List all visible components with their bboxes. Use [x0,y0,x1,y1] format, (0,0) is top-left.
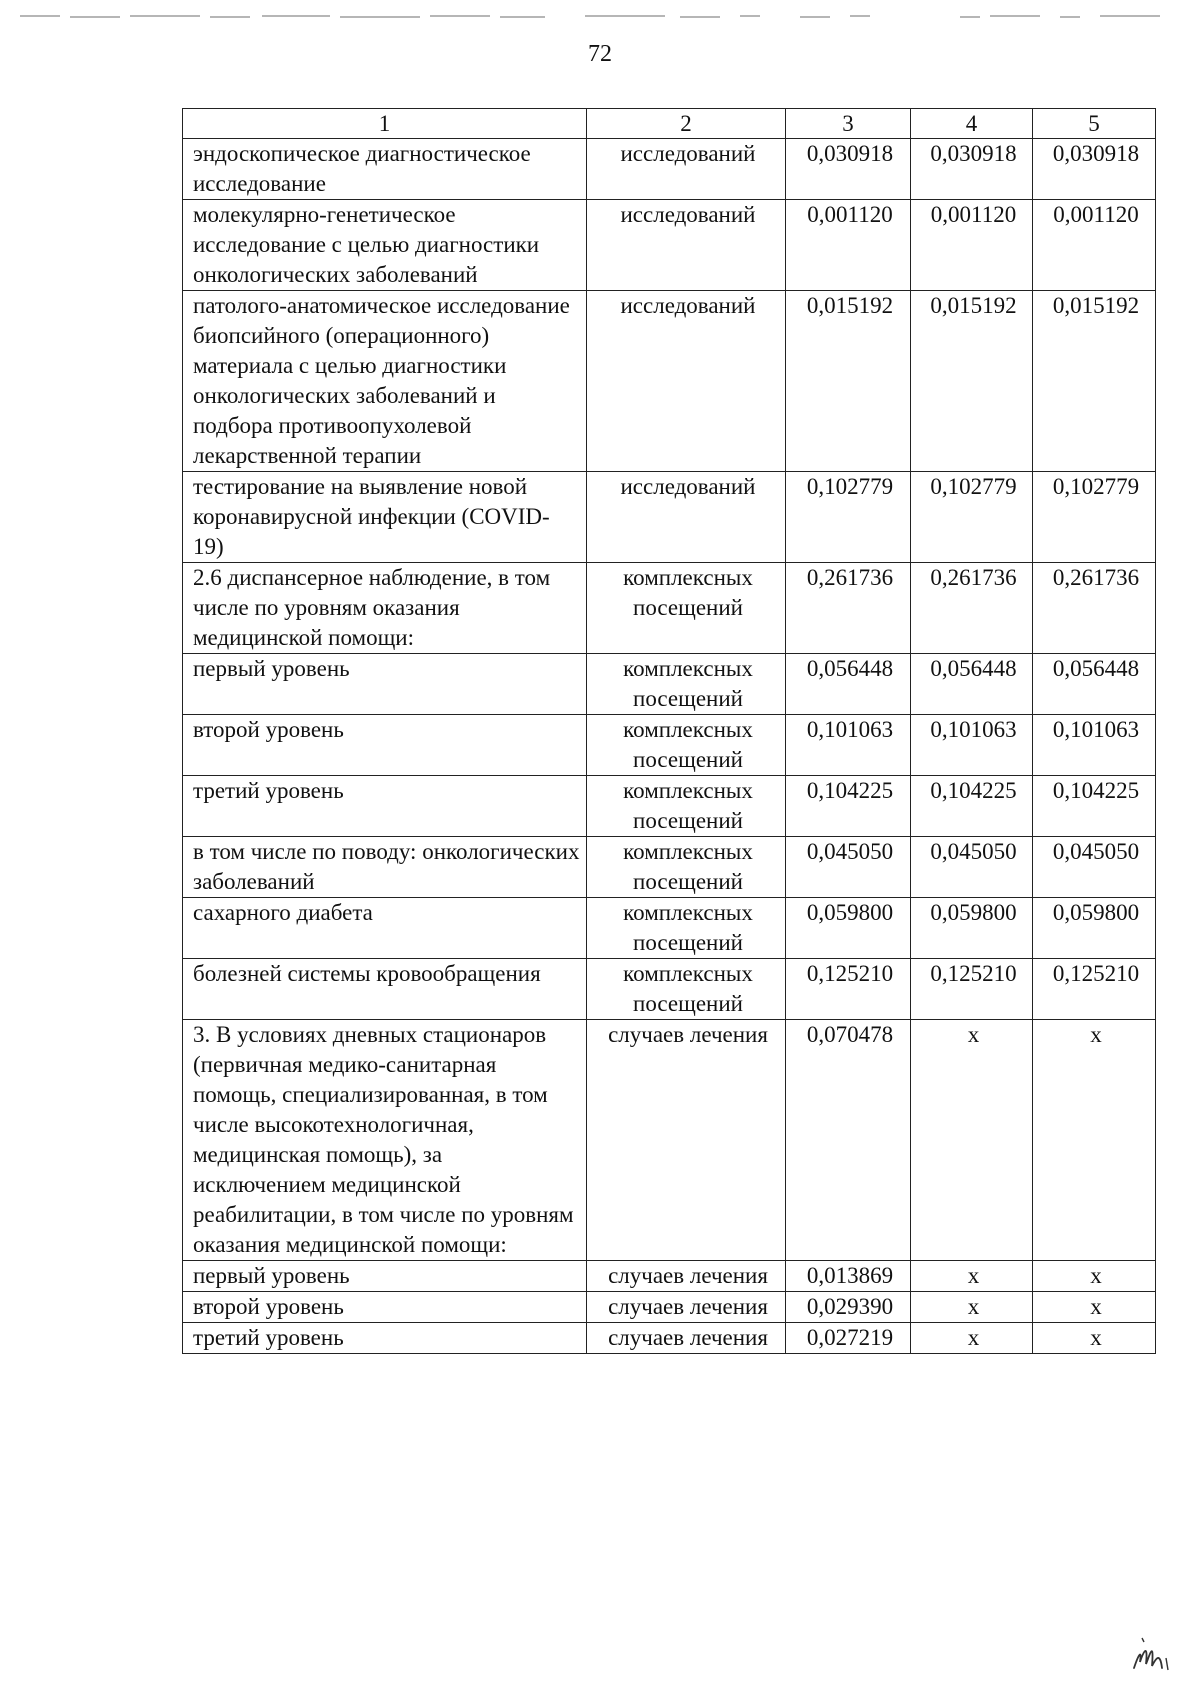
row-unit-cell: исследований [587,200,786,291]
row-value-col4: 0,045050 [911,837,1033,898]
row-unit-cell: исследований [587,472,786,563]
row-value-col5: х [1033,1261,1156,1292]
row-name-cell: молекулярно-генетическое исследование с целью диагностики онкологических заболеваний [183,200,587,291]
row-unit-cell: случаев лечения [587,1323,786,1354]
row-value-col4: 0,059800 [911,898,1033,959]
table-row [183,715,1156,776]
page-number: 72 [588,41,612,67]
table-row [183,563,1156,654]
row-value-col3: 0,125210 [786,959,911,1020]
table-header-row [183,109,1156,139]
row-unit-cell: комплексных посещений [587,563,786,654]
row-value-col5: х [1033,1020,1156,1261]
table-row [183,1261,1156,1292]
row-value-col4: х [911,1323,1033,1354]
row-unit-cell: комплексных посещений [587,776,786,837]
row-unit-cell: исследований [587,139,786,200]
row-unit-cell: случаев лечения [587,1292,786,1323]
row-value-col4: 0,104225 [911,776,1033,837]
row-value-col4: 0,001120 [911,200,1033,291]
row-name-cell: третий уровень [183,1323,587,1354]
row-value-col3: 0,101063 [786,715,911,776]
row-value-col3: 0,013869 [786,1261,911,1292]
table-row [183,472,1156,563]
row-value-col3: 0,001120 [786,200,911,291]
row-value-col5: 0,001120 [1033,200,1156,291]
row-value-col5: 0,261736 [1033,563,1156,654]
row-value-col3: 0,030918 [786,139,911,200]
table-row [183,139,1156,200]
row-value-col3: 0,102779 [786,472,911,563]
row-unit-cell: комплексных посещений [587,837,786,898]
row-name-cell: первый уровень [183,654,587,715]
row-name-cell: сахарного диабета [183,898,587,959]
row-value-col3: 0,015192 [786,291,911,472]
table-row [183,654,1156,715]
row-value-col5: 0,030918 [1033,139,1156,200]
row-name-cell: эндоскопическое диагностическое исследование [183,139,587,200]
row-unit-cell: случаев лечения [587,1261,786,1292]
column-header-5: 5 [1033,109,1156,139]
row-unit-cell: комплексных посещений [587,959,786,1020]
row-value-col4: 0,102779 [911,472,1033,563]
column-header-1: 1 [183,109,587,139]
row-value-col5: 0,059800 [1033,898,1156,959]
row-value-col3: 0,029390 [786,1292,911,1323]
table-row [183,898,1156,959]
row-unit-cell: исследований [587,291,786,472]
row-value-col5: х [1033,1292,1156,1323]
table-row [183,200,1156,291]
column-header-2: 2 [587,109,786,139]
row-name-cell: 3. В условиях дневных стационаров (первичная медико-санитарная помощь, специализированная, в том числе высокотехнологичная, медицинская помощь), за исключением медицинской реабилитации, в том числе по уровням оказания медицинской помощи: [183,1020,587,1261]
row-value-col4: х [911,1292,1033,1323]
row-value-col3: 0,027219 [786,1323,911,1354]
table-row [183,776,1156,837]
row-value-col3: 0,045050 [786,837,911,898]
table-body [183,139,1156,1354]
row-name-cell: третий уровень [183,776,587,837]
row-name-cell: тестирование на выявление новой коронавирусной инфекции (COVID-19) [183,472,587,563]
row-value-col5: х [1033,1323,1156,1354]
column-header-3: 3 [786,109,911,139]
handwritten-signature [1128,1628,1176,1676]
table-row [183,837,1156,898]
row-value-col5: 0,101063 [1033,715,1156,776]
column-header-4: 4 [911,109,1033,139]
row-name-cell: в том числе по поводу: онкологических заболеваний [183,837,587,898]
row-unit-cell: комплексных посещений [587,654,786,715]
row-value-col3: 0,104225 [786,776,911,837]
row-name-cell: второй уровень [183,715,587,776]
row-unit-cell: комплексных посещений [587,715,786,776]
data-table [182,108,1156,1354]
row-value-col4: 0,030918 [911,139,1033,200]
row-name-cell: 2.6 диспансерное наблюдение, в том числе по уровням оказания медицинской помощи: [183,563,587,654]
row-value-col5: 0,045050 [1033,837,1156,898]
row-unit-cell: комплексных посещений [587,898,786,959]
row-value-col5: 0,056448 [1033,654,1156,715]
table-row [183,1323,1156,1354]
row-value-col4: 0,015192 [911,291,1033,472]
table-row [183,959,1156,1020]
row-name-cell: второй уровень [183,1292,587,1323]
row-value-col4: 0,056448 [911,654,1033,715]
row-value-col3: 0,261736 [786,563,911,654]
row-value-col4: х [911,1261,1033,1292]
row-name-cell: первый уровень [183,1261,587,1292]
row-name-cell: болезней системы кровообращения [183,959,587,1020]
table-row [183,291,1156,472]
table-row [183,1292,1156,1323]
row-value-col3: 0,056448 [786,654,911,715]
row-name-cell: патолого-анатомическое исследование биопсийного (операционного) материала с целью диагностики онкологических заболеваний и подбора противоопухолевой лекарственной терапии [183,291,587,472]
table-row [183,1020,1156,1261]
row-unit-cell: случаев лечения [587,1020,786,1261]
row-value-col4: х [911,1020,1033,1261]
row-value-col5: 0,015192 [1033,291,1156,472]
row-value-col3: 0,059800 [786,898,911,959]
row-value-col5: 0,102779 [1033,472,1156,563]
scan-artifact-top [0,12,1200,26]
row-value-col5: 0,104225 [1033,776,1156,837]
row-value-col4: 0,101063 [911,715,1033,776]
row-value-col5: 0,125210 [1033,959,1156,1020]
row-value-col4: 0,125210 [911,959,1033,1020]
row-value-col4: 0,261736 [911,563,1033,654]
row-value-col3: 0,070478 [786,1020,911,1261]
